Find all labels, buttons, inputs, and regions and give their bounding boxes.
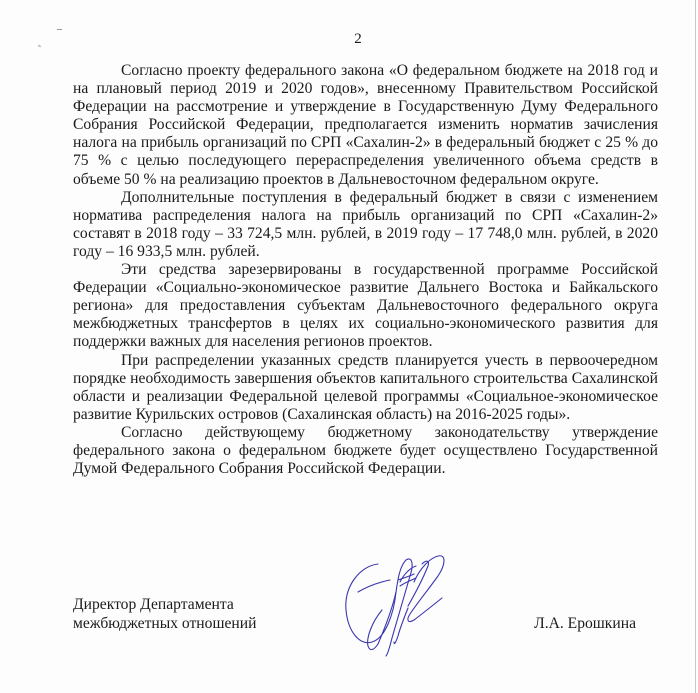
scan-speck [57,29,62,30]
paragraph-budget-law: Согласно проекту федерального закона «О федеральном бюджете на 2018 год и на плановый период 2019 и 2020 годов», внесенному Правительством Российской Федерации на рассмотрение и утверждение в Государственную Думу Федерального Собрания Российской Федерации, предполагается изменить норматив зачисления налога на прибыль организаций по СРП «Сахалин-2» в федеральный бюджет с 25 % до 75 % с целью последующего перераспределения увеличенного объема средств в объеме 50 % на реализацию проектов в Дальневосточном федеральном округе. [73,62,658,188]
letter-body [73,62,658,478]
signer-position-line-1: Директор Департамента [73,596,234,613]
page-number: 2 [354,31,362,47]
page-edge-line [695,0,696,693]
paragraph-distribution-priority: При распределении указанных средств планируется учесть в первоочередном порядке необходимость завершения объектов капитального строительства Сахалинской области и реализации Федеральной целевой программы «Социальное-экономическое развитие Курильских островов (Сахалинская область) на 2016-2025 годы». [73,351,658,423]
paragraph-reserved-funds: Эти средства зарезервированы в государственной программе Российской Федерации «Социально-экономическое развитие Дальнего Востока и Байкальского региона» для предоставления субъектам Дальневосточного федерального округа межбюджетных трансфертов в целях их социально-экономического развития для поддержки важных для населения регионов проектов. [73,261,658,351]
paragraph-additional-revenue: Дополнительные поступления в федеральный бюджет в связи с изменением норматива распределения налога на прибыль организаций по СРП «Сахалин-2» составят в 2018 году – 33 724,5 млн. рублей, в 2019 году – 17 748,0 млн. рублей, в 2020 году – 16 933,5 млн. рублей. [73,188,658,260]
signer-name: Л.А. Ерошкина [534,614,636,632]
signer-position-line-2: межбюджетных отношений [73,614,257,632]
paragraph-legislation: Согласно действующему бюджетному законодательству утверждение федерального закона о федеральном бюджете будет осуществлено Государственной Думой Федерального Собрания Российской Федерации. [73,423,658,478]
signature-block [73,596,658,633]
